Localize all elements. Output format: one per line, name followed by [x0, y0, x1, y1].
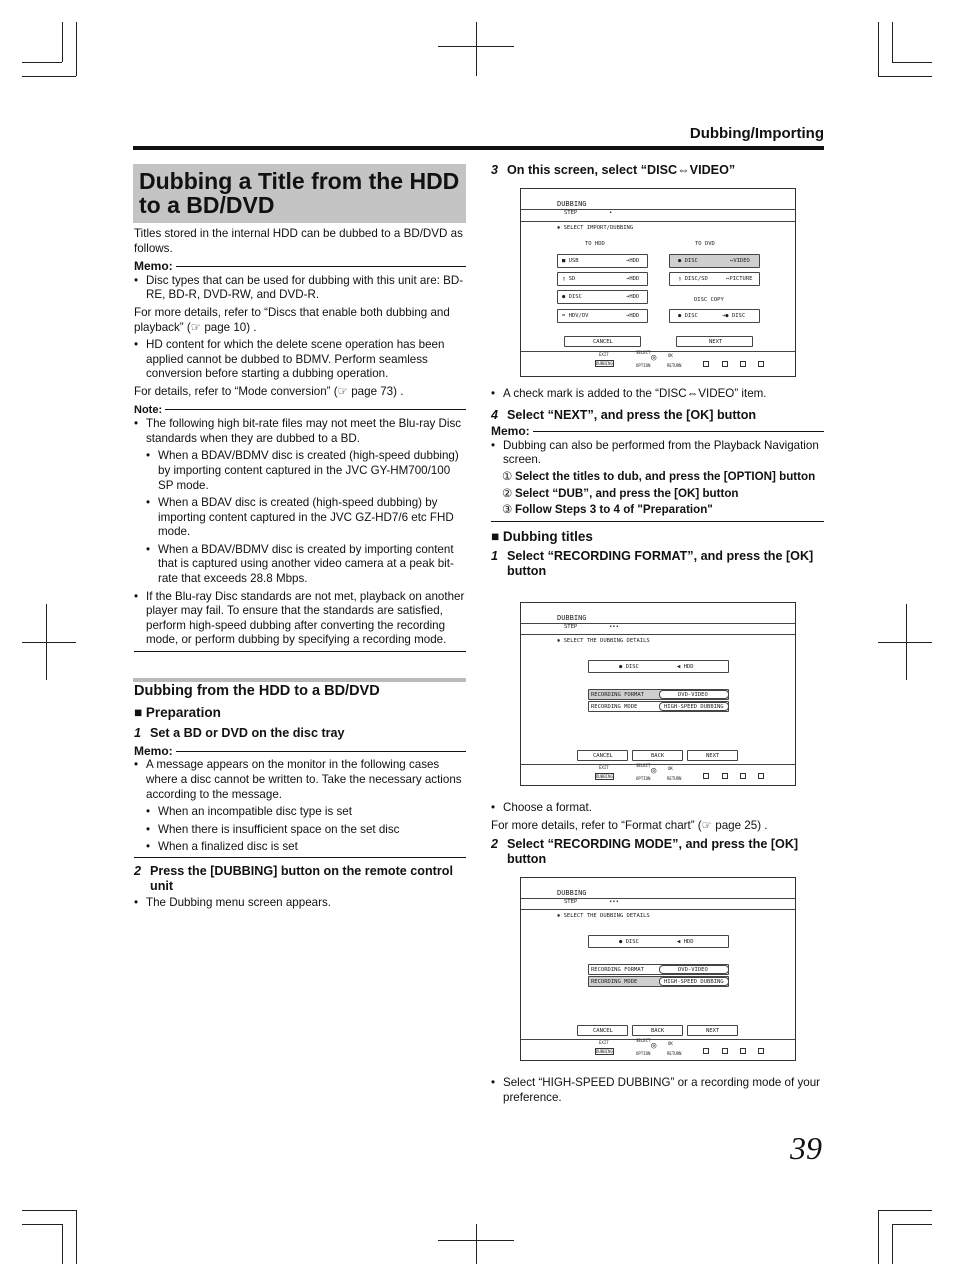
memo-item: • Disc types that can be used for dubbing with this unit are: BD-RE, BD-R, DVD-RW, and DVD-R. [134, 274, 466, 303]
section-header: Dubbing/Importing [689, 125, 824, 142]
memo-substep: ② Select “DUB”, and press the [OK] button [502, 486, 739, 500]
dstep1-text: For more details, refer to “Format chart” (☞ page 25) . [491, 818, 768, 832]
memo-heading: Memo: [134, 259, 466, 274]
memo-text: For details, refer to “Mode conversion” (☞ page 73) . [134, 384, 404, 398]
step-2: 2 Press the [DUBBING] button on the remote control unit [134, 863, 453, 893]
dstep2-note: • Select “HIGH-SPEED DUBBING” or a recording mode of your preference. [491, 1076, 824, 1105]
preparation-heading: ■ Preparation [134, 704, 221, 720]
memo-substep: ③ Follow Steps 3 to 4 of "Preparation" [502, 503, 713, 517]
note-item: • The following high bit-rate files may not meet the Blu-ray Disc standards when they are dubbed to a BD. [134, 417, 466, 446]
note-heading: Note: [134, 403, 466, 418]
dubbing-step-1: 1 Select “RECORDING FORMAT”, and press the [OK] button [491, 549, 814, 578]
memo-item: • A message appears on the monitor in the following cases where a disc cannot be written to. Take the necessary actions according to the message. [134, 758, 466, 802]
page-title: Dubbing a Title from the HDD to a BD/DVD [139, 168, 460, 218]
memo-subitem: • When a finalized disc is set [134, 840, 466, 855]
memo-subitem: • When an incompatible disc type is set [134, 805, 466, 820]
memo-heading: Memo: [134, 744, 466, 759]
step-3: 3 On this screen, select “DISC⇔VIDEO” [491, 163, 736, 177]
header-rule [133, 146, 824, 150]
note-subitem: • When a BDAV/BDMV disc is created (high-speed dubbing) by importing content captured in the JVC GY-HM700/100 SP mode. [134, 449, 466, 493]
memo-substep: ① Select the titles to dub, and press the [OPTION] button [502, 469, 816, 483]
memo-item: • Dubbing can also be performed from the Playback Navigation screen. [491, 439, 824, 468]
intro-text: Titles stored in the internal HDD can be dubbed to a BD/DVD as follows. [134, 227, 463, 255]
section-heading: Dubbing from the HDD to a BD/DVD [134, 683, 380, 699]
step3-note: • A check mark is added to the “DISC⇔VIDEO” item. [491, 387, 824, 402]
dubbing-screen-2: DUBBING STEP ••• ✱ SELECT THE DUBBING DETAILS ● DISC ◀ HDD RECORDING FORMAT DVD-VIDEO RECORDING MODE HIGH-SPEED DUBBING CANCEL BACK NEXT EXIT DUBBING SELECT ◎ OK OPTION RETURN [520, 602, 796, 786]
page-number: 39 [790, 1130, 822, 1166]
note-subitem: • When a BDAV disc is created (high-speed dubbing) by importing content captured in the JVC GZ-HD7/6 etc FHD mode. [134, 496, 466, 540]
dubbing-screen-1: DUBBING STEP • ✱ SELECT IMPORT/DUBBING TO HDD TO DVD ■ USB ➔HDD ▯ SD ➔HDD ● DISC ➔HDD ➥ HDV/DV ➔HDD ● DISC ⇔VIDEO ▯ DISC/SD ⇔PICTURE DISC COPY ● DISC ➔● DISC CANCEL NEXT EXIT DUBBING SELECT ◎ OK OPTION RETURN [520, 188, 796, 377]
memo-text: For more details, refer to “Discs that enable both dubbing and playback” (☞ page 10) . [134, 305, 450, 334]
dubbing-step-2: 2 Select “RECORDING MODE”, and press the [OK] button [491, 837, 799, 866]
step-4: 4 Select “NEXT”, and press the [OK] button [491, 407, 757, 422]
left-column [134, 227, 466, 652]
title-box [133, 164, 466, 223]
memo-subitem: • When there is insufficient space on the set disc [134, 823, 466, 838]
memo-heading: Memo: [491, 424, 824, 439]
dubbing-screen-3: DUBBING STEP ••• ✱ SELECT THE DUBBING DETAILS ● DISC ◀ HDD RECORDING FORMAT DVD-VIDEO RECORDING MODE HIGH-SPEED DUBBING CANCEL BACK NEXT EXIT DUBBING SELECT ◎ OK OPTION RETURN [520, 877, 796, 1061]
dubbing-titles-heading: ■ Dubbing titles [491, 528, 593, 544]
note-subitem: • When a BDAV/BDMV disc is created by importing content that is captured using another video camera at a peak bit-rate that exceeds 28.8 Mbps. [134, 543, 466, 587]
note-item: • If the Blu-ray Disc standards are not met, playback on another player may fail. To ensure that the standards are satisfied, perform high-speed dubbing after converting the recording mode, or perform dubbing by specifying a recording mode. [134, 590, 466, 648]
dstep1-note: • Choose a format. [491, 801, 824, 816]
memo-item: • HD content for which the delete scene operation has been applied cannot be dubbed to BDMV. Perform seamless conversion before starting a dubbing operation. [134, 338, 466, 382]
step-1: 1 Set a BD or DVD on the disc tray [134, 726, 345, 741]
step2-note: • The Dubbing menu screen appears. [134, 896, 466, 911]
